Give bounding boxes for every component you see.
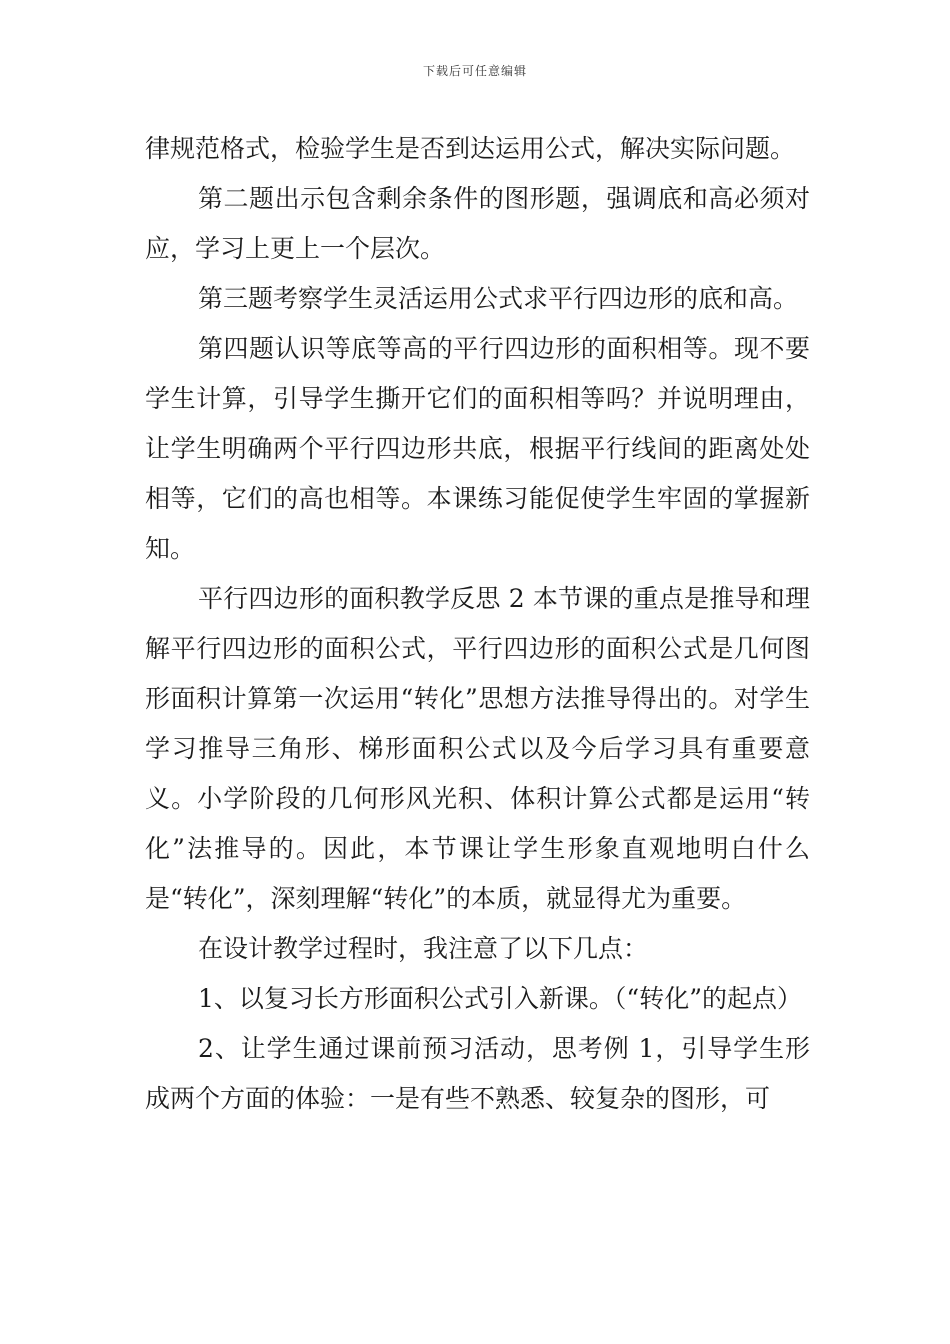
paragraph-3: 第三题考察学生灵活运用公式求平行四边形的底和高。 — [198, 284, 799, 313]
page-header: 下载后可任意编辑 — [422, 64, 527, 78]
document-body — [145, 124, 810, 1124]
paragraph-8: 2、让学生通过课前预习活动，思考例 1，引导学生形成两个方面的体验：一是有些不熟悉、较复杂的图形，可 — [145, 1034, 810, 1113]
paragraph-4: 第四题认识等底等高的平行四边形的面积相等。现不要学生计算，引导学生撕开它们的面积相等吗？并说明理由，让学生明确两个平行四边形共底，根据平行线间的距离处处相等，它们的高也相等。本课练习能促使学生牢固的掌握新知。 — [145, 334, 810, 563]
paragraph-5: 平行四边形的面积教学反思 2 本节课的重点是推导和理解平行四边形的面积公式，平行四边形的面积公式是几何图形面积计算第一次运用“转化”思想方法推导得出的。对学生学习推导三角形、梯形面积公式以及今后学习具有重要意义。小学阶段的几何形风光积、体积计算公式都是运用“转化”法推导的。因此，本节课让学生形象直观地明白什么是“转化”，深刻理解“转化”的本质，就显得尤为重要。 — [145, 584, 810, 913]
paragraph-2: 第二题出示包含剩余条件的图形题，强调底和高必须对应，学习上更上一个层次。 — [145, 184, 810, 263]
paragraph-7: 1、以复习长方形面积公式引入新课。（“转化”的起点） — [198, 984, 802, 1013]
paragraph-6: 在设计教学过程时，我注意了以下几点： — [198, 934, 649, 963]
paragraph-1: 律规范格式，检验学生是否到达运用公式，解决实际问题。 — [145, 134, 796, 163]
